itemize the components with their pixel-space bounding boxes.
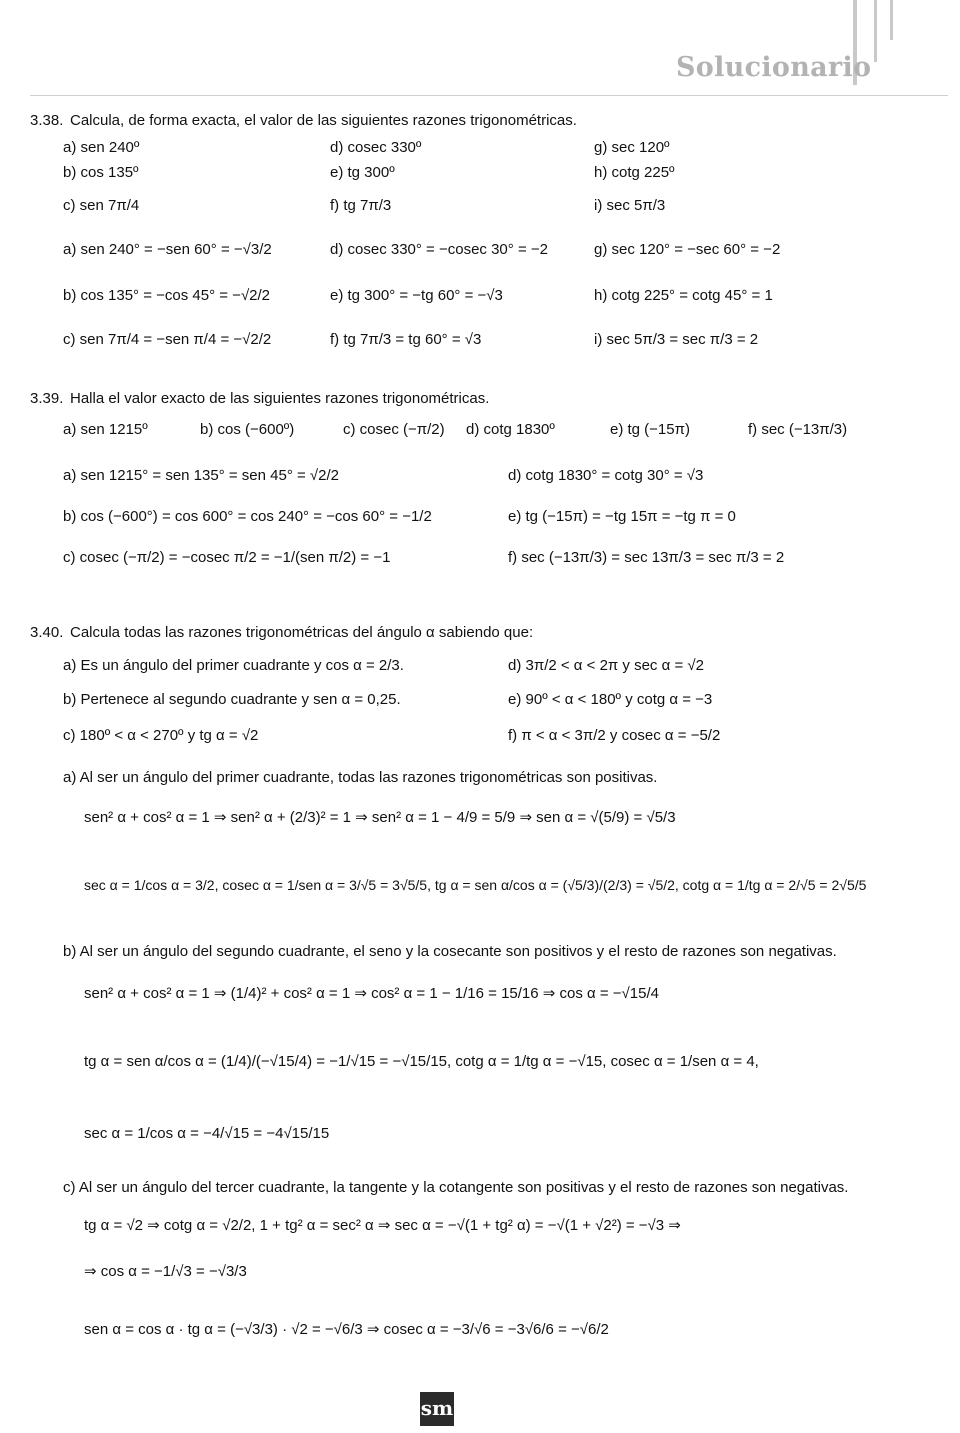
item: e) tg (−15π) [610,421,690,438]
condition: e) 90º < α < 180º y cotg α = −3 [508,691,713,708]
item: h) cotg 225º [594,164,675,181]
equation: tg α = √2 ⇒ cotg α = √2/2, 1 + tg² α = sec² α ⇒ sec α = −√(1 + tg² α) = −√(1 + √2²) = −√3 ⇒ [84,1217,681,1234]
item: d) cosec 330º [330,139,422,156]
equation: sen² α + cos² α = 1 ⇒ sen² α + (2/3)² = 1 ⇒ sen² α = 1 − 4/9 = 5/9 ⇒ sen α = √(5/9) = √5/3 [84,809,676,826]
solution: f) tg 7π/3 = tg 60° = √3 [330,331,482,348]
exercise-number: 3.40. [30,624,64,641]
solution: e) tg 300° = −tg 60° = −√3 [330,287,503,304]
condition: f) π < α < 3π/2 y cosec α = −5/2 [508,727,721,744]
solution: f) sec (−13π/3) = sec 13π/3 = sec π/3 = 2 [508,549,785,566]
item: c) cosec (−π/2) [343,421,445,438]
equation: sec α = 1/cos α = 3/2, cosec α = 1/sen α = 3/√5 = 3√5/5, tg α = sen α/cos α = (√5/3)/(2/3) = √5/2, cotg α = 1/tg α = 2/√5 = 2√5/5 [84,877,867,893]
solution: e) tg (−15π) = −tg 15π = −tg π = 0 [508,508,736,525]
solution: b) cos (−600°) = cos 600° = cos 240° = −cos 60° = −1/2 [63,508,432,525]
equation: tg α = sen α/cos α = (1/4)/(−√15/4) = −1/√15 = −√15/15, cotg α = 1/tg α = −√15, cosec α = 1/sen α = 4, [84,1053,759,1070]
equation: sen α = cos α · tg α = (−√3/3) · √2 = −√6/3 ⇒ cosec α = −3/√6 = −3√6/6 = −√6/2 [84,1321,609,1338]
item: c) sen 7π/4 [63,197,140,214]
equation: sen² α + cos² α = 1 ⇒ (1/4)² + cos² α = 1 ⇒ cos² α = 1 − 1/16 = 15/16 ⇒ cos α = −√15/4 [84,985,659,1002]
solution: d) cotg 1830° = cotg 30° = √3 [508,467,704,484]
condition: c) 180º < α < 270º y tg α = √2 [63,727,259,744]
header-divider [30,95,948,96]
solution: d) cosec 330° = −cosec 30° = −2 [330,241,548,258]
solution-intro: b) Al ser un ángulo del segundo cuadrante, el seno y la cosecante son positivos y el resto de razones son negativas. [63,943,837,960]
solution-intro: c) Al ser un ángulo del tercer cuadrante, la tangente y la cotangente son positivas y el resto de razones son negativas. [63,1179,849,1196]
decorative-bar [874,0,877,62]
solution: c) sen 7π/4 = −sen π/4 = −√2/2 [63,331,272,348]
solution: g) sec 120° = −sec 60° = −2 [594,241,781,258]
decorative-bar [890,0,893,40]
item: a) sen 240º [63,139,140,156]
condition: d) 3π/2 < α < 2π y sec α = √2 [508,657,704,674]
item: e) tg 300º [330,164,395,181]
publisher-logo: sm [420,1392,454,1426]
item: g) sec 120º [594,139,670,156]
item: b) cos (−600º) [200,421,295,438]
condition: a) Es un ángulo del primer cuadrante y cos α = 2/3. [63,657,404,674]
item: a) sen 1215º [63,421,148,438]
condition: b) Pertenece al segundo cuadrante y sen α = 0,25. [63,691,401,708]
solution: a) sen 240° = −sen 60° = −√3/2 [63,241,272,258]
exercise-number: 3.38. [30,112,64,129]
equation: sec α = 1/cos α = −4/√15 = −4√15/15 [84,1125,330,1142]
page-header-title: Solucionario [676,52,872,83]
exercise-number: 3.39. [30,390,64,407]
solution-intro: a) Al ser un ángulo del primer cuadrante, todas las razones trigonométricas son positivas. [63,769,658,786]
item: d) cotg 1830º [466,421,555,438]
solution: i) sec 5π/3 = sec π/3 = 2 [594,331,759,348]
exercise-statement: Halla el valor exacto de las siguientes razones trigonométricas. [70,390,490,407]
item: i) sec 5π/3 [594,197,666,214]
solution: b) cos 135° = −cos 45° = −√2/2 [63,287,271,304]
exercise-statement: Calcula, de forma exacta, el valor de las siguientes razones trigonométricas. [70,112,577,129]
item: b) cos 135º [63,164,139,181]
equation: ⇒ cos α = −1/√3 = −√3/3 [84,1263,247,1280]
item: f) sec (−13π/3) [748,421,848,438]
solution: c) cosec (−π/2) = −cosec π/2 = −1/(sen π/2) = −1 [63,549,391,566]
exercise-statement: Calcula todas las razones trigonométricas del ángulo α sabiendo que: [70,624,534,641]
item: f) tg 7π/3 [330,197,392,214]
solution: a) sen 1215° = sen 135° = sen 45° = √2/2 [63,467,340,484]
solution: h) cotg 225° = cotg 45° = 1 [594,287,773,304]
